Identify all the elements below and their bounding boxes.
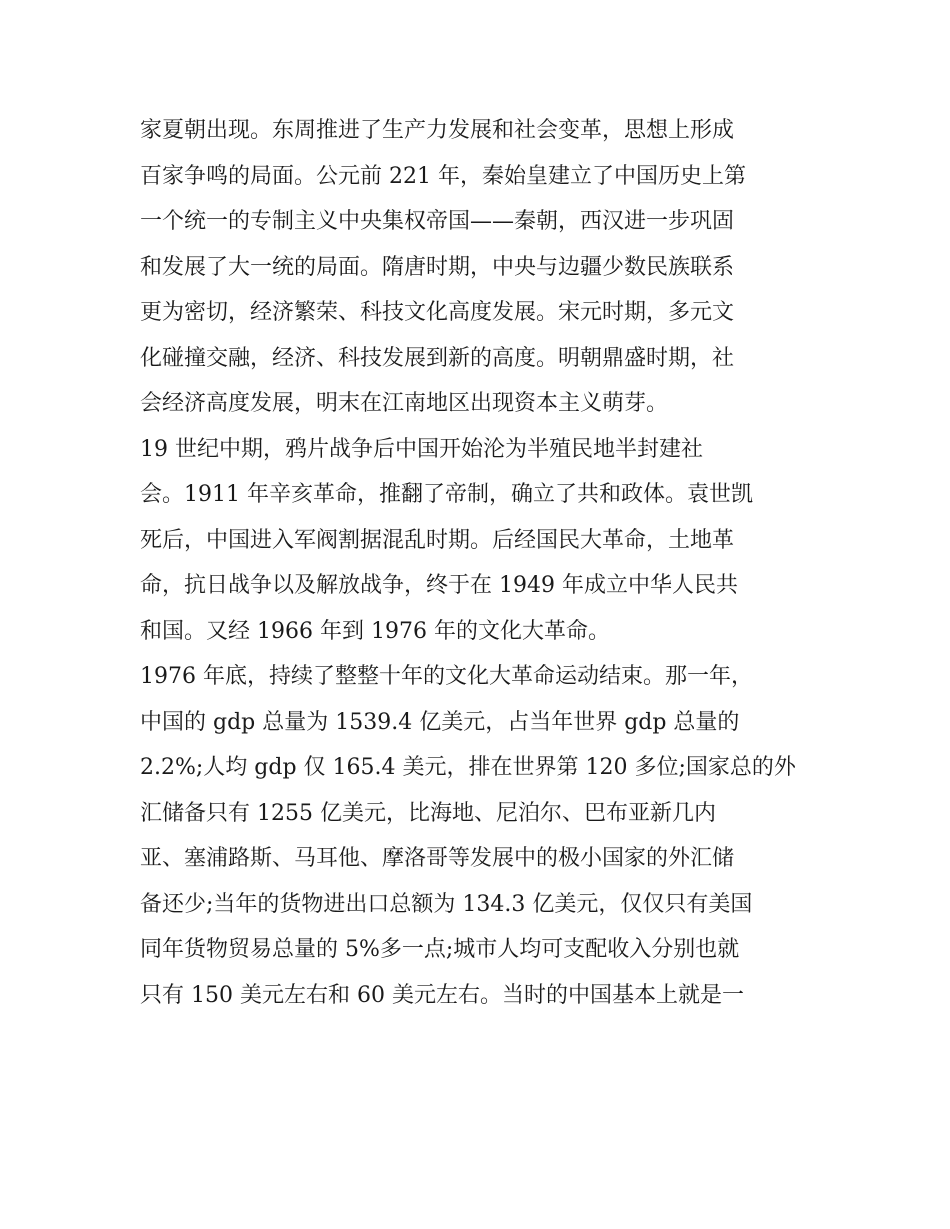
text-line: 和发展了大一统的局面。隋唐时期，中央与边疆少数民族联系 <box>140 254 735 280</box>
text-line: 中国的 gdp 总量为 1539.4 亿美元，占当年世界 gdp 总量的 <box>140 709 740 735</box>
text-line: 同年货物贸易总量的 5%多一点;城市人均可支配收入分别也就 <box>140 937 740 962</box>
text-line: 死后，中国进入军阀割据混乱时期。后经国民大革命，土地革 <box>140 527 735 553</box>
text-line: 和国。又经 1966 年到 1976 年的文化大革命。 <box>140 618 610 644</box>
text-line: 汇储备只有 1255 亿美元，比海地、尼泊尔、巴布亚新几内 <box>140 800 716 826</box>
text-line: 一个统一的专制主义中央集权帝国——秦朝，西汉进一步巩固 <box>140 209 735 234</box>
text-line: 百家争鸣的局面。公元前 221 年，秦始皇建立了中国历史上第 <box>140 163 746 189</box>
text-line: 会。1911 年辛亥革命，推翻了帝制，确立了共和政体。袁世凯 <box>140 482 753 507</box>
body-text <box>140 108 830 1018</box>
text-line: 19 世纪中期，鸦片战争后中国开始沦为半殖民地半封建社 <box>140 436 703 462</box>
text-line: 更为密切，经济繁荣、科技文化高度发展。宋元时期，多元文 <box>140 300 735 325</box>
text-line: 备还少;当年的货物进出口总额为 134.3 亿美元，仅仅只有美国 <box>140 891 753 917</box>
text-line: 化碰撞交融，经济、科技发展到新的高度。明朝鼎盛时期，社 <box>140 345 735 371</box>
text-line: 1976 年底，持续了整整十年的文化大革命运动结束。那一年， <box>140 664 753 689</box>
text-line: 命，抗日战争以及解放战争，终于在 1949 年成立中华人民共 <box>140 573 738 598</box>
text-line: 只有 150 美元左右和 60 美元左右。当时的中国基本上就是一 <box>140 982 744 1008</box>
text-line: 亚、塞浦路斯、马耳他、摩洛哥等发展中的极小国家的外汇储 <box>140 846 735 871</box>
text-line: 家夏朝出现。东周推进了生产力发展和社会变革，思想上形成 <box>140 118 735 143</box>
text-line: 会经济高度发展，明末在江南地区出现资本主义萌芽。 <box>140 391 669 416</box>
text-line: 2.2%;人均 gdp 仅 165.4 美元，排在世界第 120 多位;国家总的外 <box>140 755 796 780</box>
